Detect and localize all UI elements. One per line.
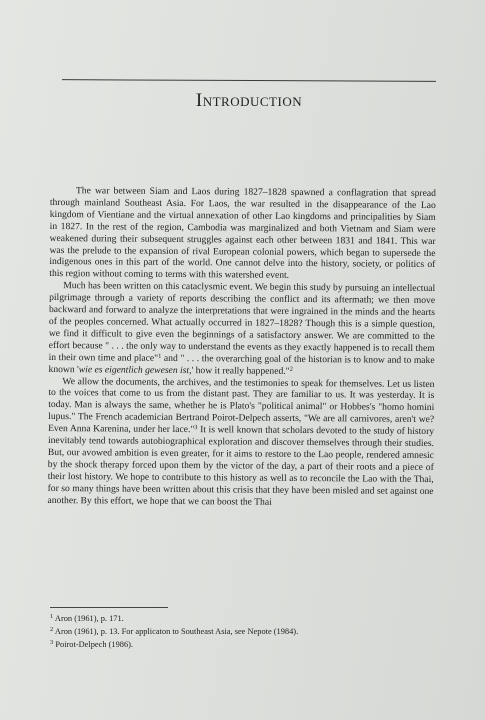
- footnote-ref-3: 3: [194, 424, 198, 432]
- paragraph-2-text-c: ' how it really happened.": [191, 364, 290, 377]
- paragraph-2-text-b: and " . . . the overarching goal of the historian is to know and to make known ': [48, 352, 435, 375]
- footnote-text: Aron (1961), p. 13. For applicaton to Southeast Asia, see Nepote (1984).: [54, 627, 299, 636]
- footnote-3: [50, 638, 436, 651]
- paragraph-3-text-a: We allow the documents, the archives, and the testimonies to speak for themselves. Let us listen to the voices that come to us from the distant past. They are familiar to us. It was yesterday. It is today. Man is always the same, whether he is Plato's "political animal" or Hobbes's "homo homini lupus." The French academician Bertrand Poirot-Delpech asserts, "We are all carnivores, aren't we? Even Anna Karenina, under her lace.": [48, 375, 435, 436]
- paragraph-2: [49, 280, 436, 378]
- footnote-number: 1: [50, 613, 54, 620]
- footnote-number: 2: [50, 626, 54, 633]
- footnote-rule: [50, 607, 168, 608]
- paragraph-3: [47, 375, 434, 509]
- footnote-ref-1: 1: [158, 352, 162, 360]
- paragraph-3-text-b: It is well known that scholars devoted to the study of history inevitably tend towards autobiographical exploration and discover themselves through their studies. But, our avowed ambition is even greater, for it aims to restore to the Lao people, rendered amnesic by the shock therapy forced upon them by the victor of the day, a part of their roots and a piece of their lost history. We hope to contribute to this history as well as to reconcile the Lao with the Thai, for so many things have been written about this crisis that they have been misled and set against one another. By this effort, we hope that we can boost the Thai: [47, 424, 435, 508]
- footnote-text: Aron (1961), p. 171.: [54, 614, 124, 623]
- chapter-title: Introduction: [195, 90, 303, 111]
- footnote-ref-2: 2: [289, 365, 293, 373]
- body-text: [47, 185, 436, 509]
- footnote-text: Poirot-Delpech (1986).: [55, 640, 134, 649]
- footnote-2: [50, 625, 436, 638]
- paragraph-1: The war between Siam and Laos during 1827–1828 spawned a conflagration that spread through mainland Southeast Asia. For Laos, the war resulted in the disappearance of the Lao kingdom of Vientiane and the virtual annexation of other Lao kingdoms and principalities by Siam in 1827. In the rest of the region, Cambodia was marginalized and both Vietnam and Siam were weakened during their subsequent struggles against each other between 1831 and 1841. This war was the prelude to the expansion of rival European colonial powers, which began to supersede the indigenous ones in this part of the world. One cannot delve into the history, society, or politics of this region without coming to terms with this watershed event.: [49, 185, 436, 282]
- footnote-number: 3: [50, 639, 54, 646]
- footnote-1: [50, 612, 436, 625]
- paragraph-2-text-a: Much has been written on this cataclysmic event. We begin this study by pursuing an intellectual pilgrimage through a variety of reports describing the conflict and its aftermath; we then move backward and forward to analyze the interpretations that were ingrained in the minds and the hearts of the peoples concerned. What actually occurred in 1827–1828? Though this is a simple question, we find it difficult to give even the beginnings of a satisfactory answer. We are committed to the effort because " . . . the only way to understand the events as they exactly happened is to recall them in their own time and place": [48, 280, 436, 364]
- german-quote: wie es eigentlich gewesen ist,: [78, 363, 192, 376]
- chapter-top-rule: [62, 79, 436, 82]
- footnotes: [50, 612, 436, 651]
